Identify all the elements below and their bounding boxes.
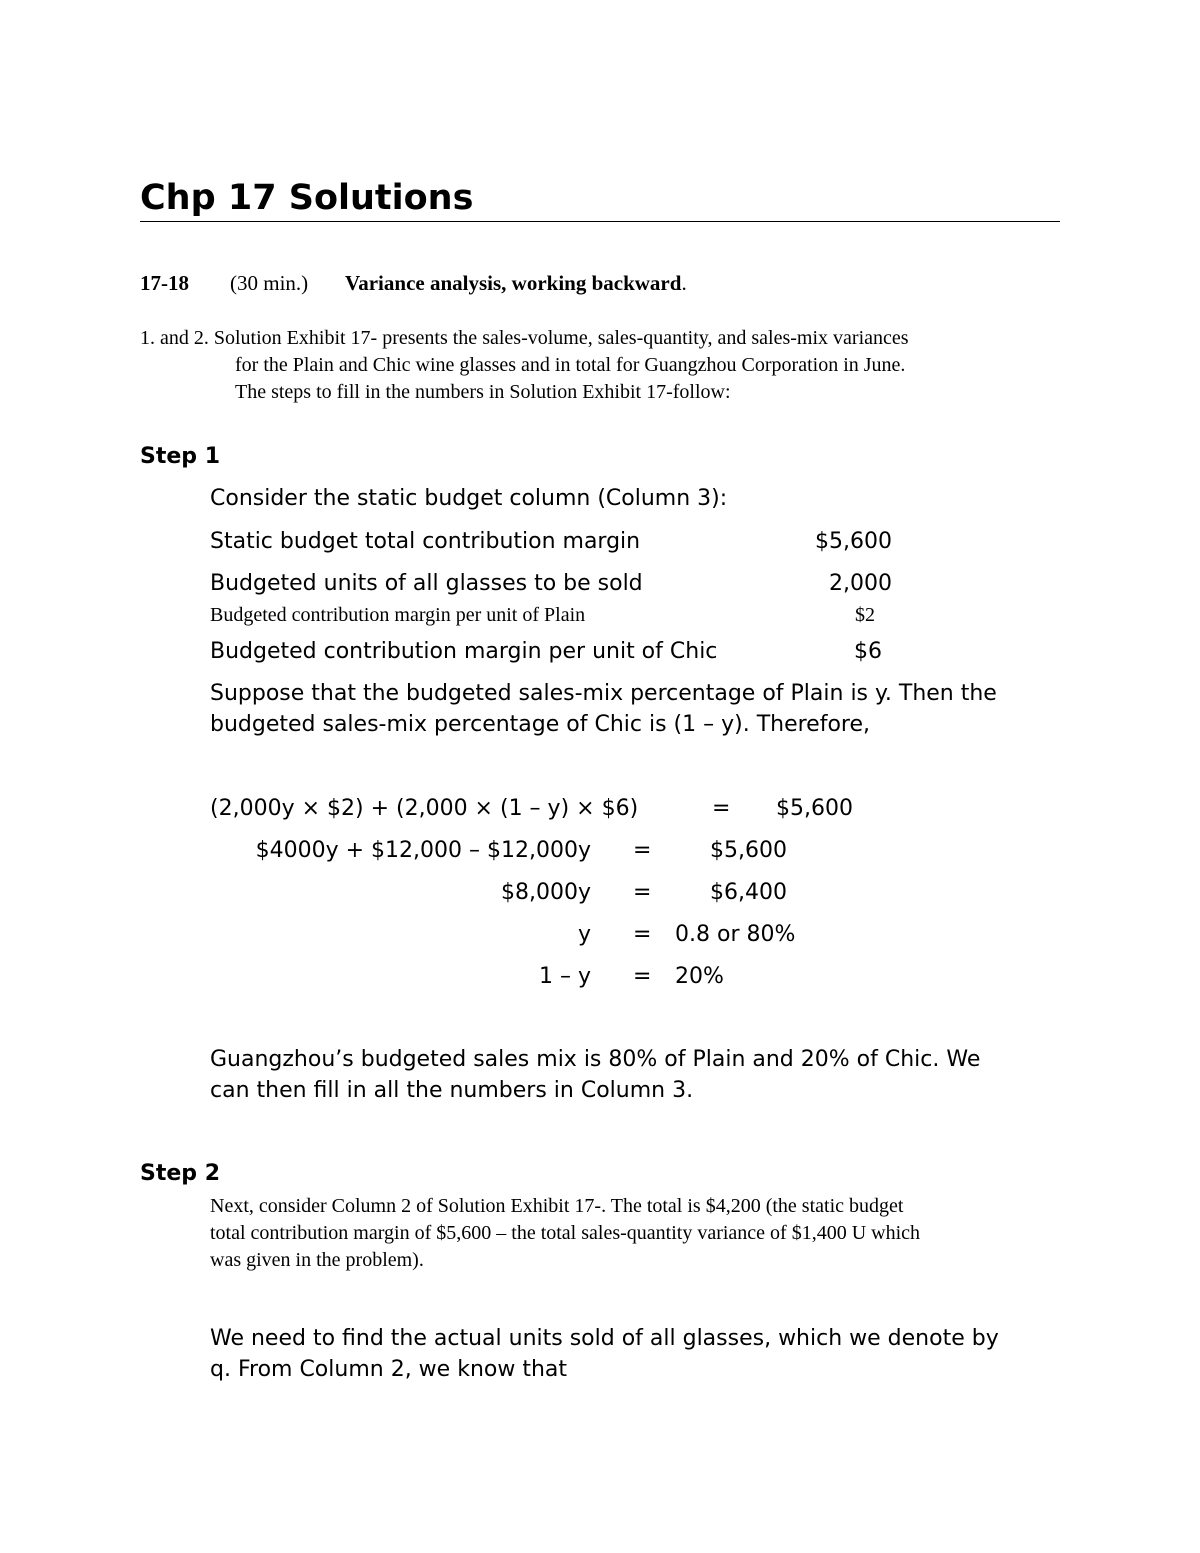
sales-mix-line-1: Guangzhou’s budgeted sales mix is 80% of Plain and 20% of Chic. We [210,1047,981,1072]
suppose-line-1: Suppose that the budgeted sales-mix percentage of Plain is y. Then the [210,681,997,706]
problem-topic-text: Variance analysis, working backward [345,271,682,295]
equation-equals: = [712,796,731,821]
budget-row-value: 2,000 [829,571,892,596]
budget-row-label: Budgeted contribution margin per unit of Chic [210,639,718,664]
intro-line-1: 1. and 2. Solution Exhibit 17- presents the sales-volume, sales-quantity, and sales-mix variances [140,327,909,349]
intro-line-2: for the Plain and Chic wine glasses and in total for Guangzhou Corporation in June. [235,354,906,376]
budget-row-label: Budgeted contribution margin per unit of Plain [210,604,586,626]
equation-lhs: y [577,922,591,947]
equation-lhs: (2,000y × $2) + (2,000 × (1 – y) × $6) [210,796,639,821]
equation-rhs: 20% [675,964,724,989]
equation-lhs: $8,000y [501,880,591,905]
equation-equals: = [633,964,652,989]
equation-lhs: 1 – y [538,964,591,989]
equation-rhs: $6,400 [710,880,787,905]
equation-rhs: 0.8 or 80% [675,922,796,947]
step2-line-3: was given in the problem). [210,1249,424,1271]
budget-row-value: $2 [855,604,875,626]
budget-row-label: Budgeted units of all glasses to be sold [210,571,643,596]
problem-topic-period: . [681,271,687,295]
title-underline [140,221,1060,222]
step1-consider: Consider the static budget column (Column 3): [210,486,728,511]
budget-row-label: Static budget total contribution margin [210,529,641,554]
actual-units-line-2: q. From Column 2, we know that [210,1357,568,1382]
problem-time: (30 min.) [230,271,309,295]
step1-heading: Step 1 [140,444,220,469]
step2-line-2: total contribution margin of $5,600 – the total sales-quantity variance of $1,400 U which [210,1222,921,1244]
intro-line-3: The steps to fill in the numbers in Solution Exhibit 17-follow: [235,381,731,403]
budget-row-value: $6 [854,639,882,664]
equation-rhs: $5,600 [710,838,787,863]
page-title: Chp 17 Solutions [140,178,474,218]
problem-number: 17-18 [140,271,189,295]
step2-heading: Step 2 [140,1161,220,1186]
sales-mix-line-2: can then fill in all the numbers in Column 3. [210,1078,694,1103]
equation-lhs: $4000y + $12,000 – $12,000y [255,838,591,863]
equation-equals: = [633,880,652,905]
equation-equals: = [633,922,652,947]
equation-equals: = [633,838,652,863]
problem-topic [345,271,687,296]
suppose-line-2: budgeted sales-mix percentage of Chic is (1 – y). Therefore, [210,712,871,737]
step2-line-1: Next, consider Column 2 of Solution Exhibit 17-. The total is $4,200 (the static budget [210,1195,904,1217]
actual-units-line-1: We need to find the actual units sold of all glasses, which we denote by [210,1326,999,1351]
budget-row-value: $5,600 [815,529,892,554]
problem-header [140,271,687,296]
equation-rhs: $5,600 [776,796,853,821]
